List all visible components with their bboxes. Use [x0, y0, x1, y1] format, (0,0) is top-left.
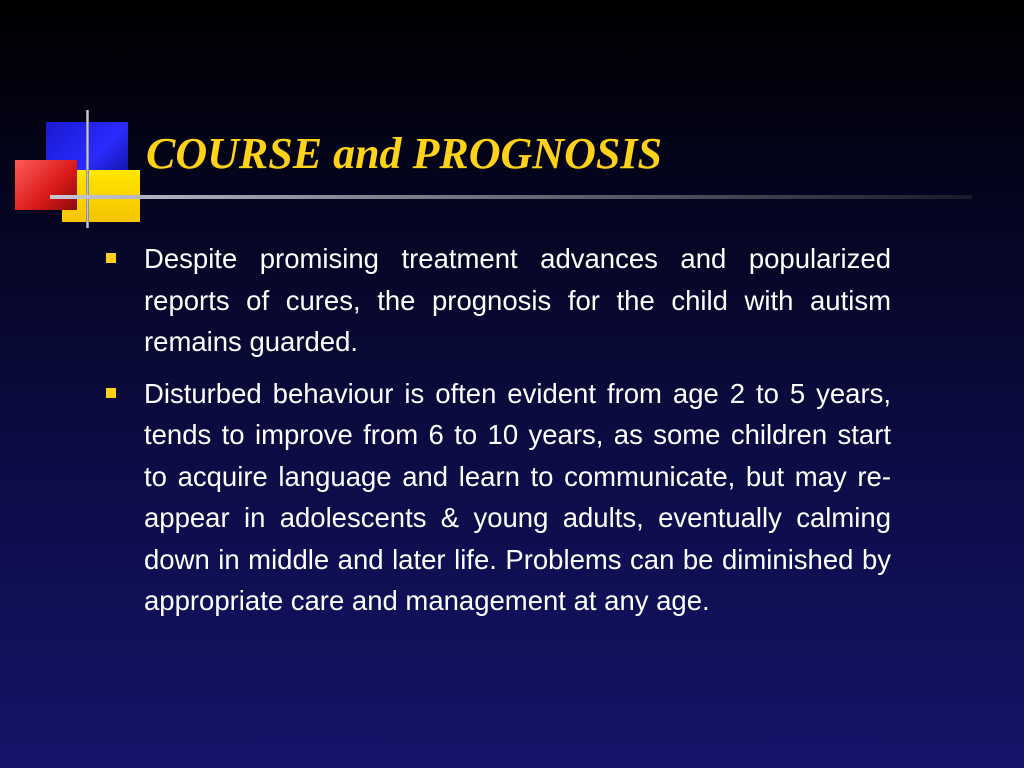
vertical-rule [86, 110, 89, 228]
bullet-list [106, 238, 891, 632]
bullet-item [106, 373, 891, 622]
bullet-text: Disturbed behaviour is often evident from age 2 to 5 years, tends to improve from 6 to 10 years, as some children start to acquire language and learn to communicate, but may re-appear in adolescents & young adults, eventually calming down in middle and later life. Problems can be diminished by appropriate care and management at any age. [144, 377, 891, 616]
red-square-shape [15, 160, 77, 210]
title-underline-rule [50, 195, 972, 199]
slide-title: COURSE and PROGNOSIS [146, 129, 662, 178]
square-bullet-icon [106, 388, 116, 398]
bullet-text: Despite promising treatment advances and popularized reports of cures, the prognosis for the child with autism remains guarded. [144, 243, 891, 357]
square-bullet-icon [106, 253, 116, 263]
bullet-item [106, 238, 891, 363]
